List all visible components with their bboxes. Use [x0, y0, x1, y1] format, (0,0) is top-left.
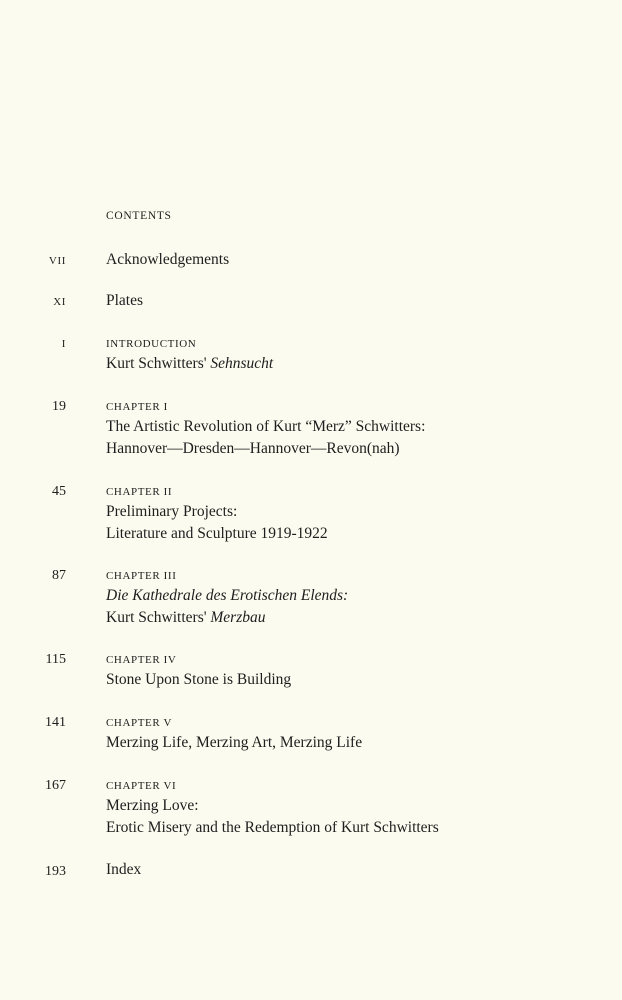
- entry-title-italic: Sehnsucht: [210, 355, 274, 372]
- contents-heading: CONTENTS: [106, 210, 172, 222]
- entry-title: Preliminary Projects:: [106, 503, 238, 520]
- entry-title-text: Kurt Schwitters': [106, 355, 211, 372]
- page-number: 167: [45, 778, 66, 793]
- entry-subtitle: Hannover—Dresden—Hannover—Revon(nah): [106, 440, 400, 457]
- entry-subtitle: [106, 607, 606, 629]
- page-number: I: [61, 338, 66, 350]
- entry-label: CHAPTER V: [106, 717, 173, 729]
- page-number: 115: [45, 652, 66, 667]
- page-number: 19: [52, 399, 66, 414]
- entry-label: CHAPTER IV: [106, 654, 177, 666]
- entry-subtitle: Literature and Sculpture 1919-1922: [106, 525, 328, 542]
- entry-title: Plates: [106, 292, 144, 309]
- entry-label: CHAPTER VI: [106, 780, 177, 792]
- entry-title: Stone Upon Stone is Building: [106, 671, 292, 688]
- entry-subtitle: Erotic Misery and the Redemption of Kurt Schwitters: [106, 819, 439, 836]
- entry-title: Merzing Life, Merzing Art, Merzing Life: [106, 734, 363, 751]
- page-number: 45: [52, 484, 66, 499]
- entry-title: Die Kathedrale des Erotischen Elends:: [106, 587, 349, 604]
- page-number: 193: [45, 864, 66, 879]
- entry-label: INTRODUCTION: [106, 338, 197, 350]
- page-number: 87: [52, 568, 66, 583]
- entry-label: CHAPTER III: [106, 570, 177, 582]
- entry-title: Merzing Love:: [106, 797, 199, 814]
- page-number: XI: [53, 296, 66, 308]
- entry-title: The Artistic Revolution of Kurt “Merz” Schwitters:: [106, 418, 426, 435]
- page-number: VII: [48, 255, 66, 267]
- page-number: 141: [45, 715, 66, 730]
- entry-title: [106, 353, 606, 375]
- entry-subtitle-text: Kurt Schwitters': [106, 609, 211, 626]
- entry-label: CHAPTER I: [106, 401, 168, 413]
- entry-label: CHAPTER II: [106, 486, 173, 498]
- entry-title: Index: [106, 861, 142, 878]
- entry-subtitle-italic: Merzbau: [210, 609, 266, 626]
- entry-title: Acknowledgements: [106, 251, 230, 268]
